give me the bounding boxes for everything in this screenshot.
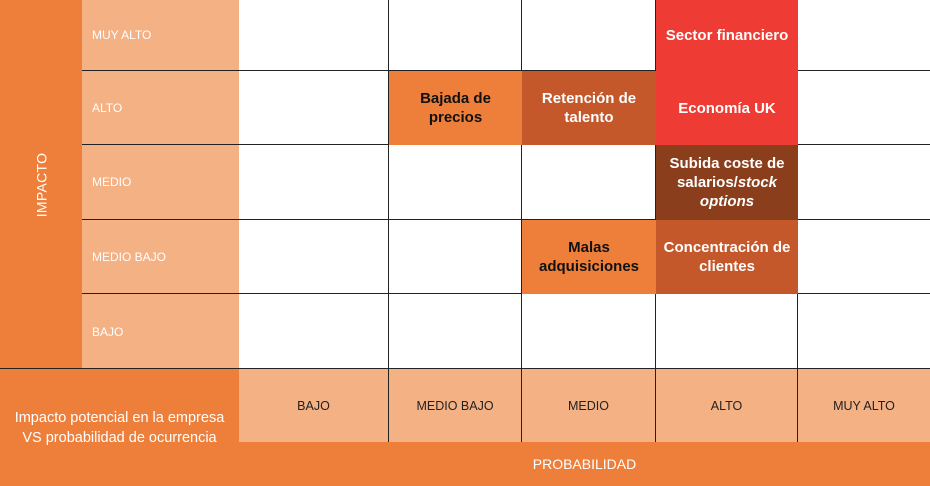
risk-economia-uk <box>656 71 798 145</box>
col-label-alto: ALTO <box>656 369 798 442</box>
risk-sector-financiero <box>656 0 798 71</box>
grid-cell <box>389 220 522 294</box>
grid-cell <box>389 0 522 71</box>
risk-label-main: Subida coste de salarios/ <box>669 155 785 191</box>
risk-label: Concentración de clientes <box>663 239 791 275</box>
grid-cell <box>239 145 389 220</box>
matrix-caption: Impacto potencial en la empresa VS probabilidad de ocurrencia <box>0 369 239 486</box>
impact-axis-title: IMPACTO <box>33 152 49 217</box>
grid-cell <box>798 220 930 294</box>
grid-cell <box>239 294 389 369</box>
risk-label: Bajada de precios <box>420 90 491 126</box>
grid-cell <box>389 294 522 369</box>
grid-cell <box>239 220 389 294</box>
grid-cell <box>389 145 522 220</box>
col-label-medio: MEDIO <box>522 369 656 442</box>
risk-label: Sector financiero <box>665 27 789 44</box>
risk-subida-coste-salarios <box>656 145 798 220</box>
col-label-medio-bajo: MEDIO BAJO <box>389 369 522 442</box>
impact-axis-title-wrap <box>0 0 82 369</box>
grid-cell <box>522 294 656 369</box>
grid-cell <box>798 145 930 220</box>
row-label-medio: MEDIO <box>82 145 239 220</box>
row-label-bajo: BAJO <box>82 294 239 369</box>
grid-cell <box>522 0 656 71</box>
grid-cell <box>239 0 389 71</box>
risk-label-italic: stock options <box>699 174 778 210</box>
grid-cell <box>798 0 930 71</box>
row-label-alto: ALTO <box>82 71 239 145</box>
risk-label: Economía UK <box>678 99 776 117</box>
risk-concentracion-clientes <box>656 220 798 294</box>
risk-label: Malas adquisiciones <box>538 239 640 275</box>
grid-cell <box>522 145 656 220</box>
grid-cell <box>656 294 798 369</box>
row-label-medio-bajo: MEDIO BAJO <box>82 220 239 294</box>
row-label-muy-alto: MUY ALTO <box>82 0 239 71</box>
probability-axis-title: PROBABILIDAD <box>239 442 930 486</box>
risk-bajada-de-precios <box>389 71 522 145</box>
risk-label <box>660 154 794 211</box>
col-label-bajo: BAJO <box>239 369 389 442</box>
grid-cell <box>798 294 930 369</box>
risk-label: Retención de talento <box>541 90 637 126</box>
grid-cell <box>798 71 930 145</box>
col-label-muy-alto: MUY ALTO <box>798 369 930 442</box>
risk-retencion-de-talento <box>522 71 656 145</box>
grid-cell <box>239 71 389 145</box>
risk-malas-adquisiciones <box>522 220 656 294</box>
